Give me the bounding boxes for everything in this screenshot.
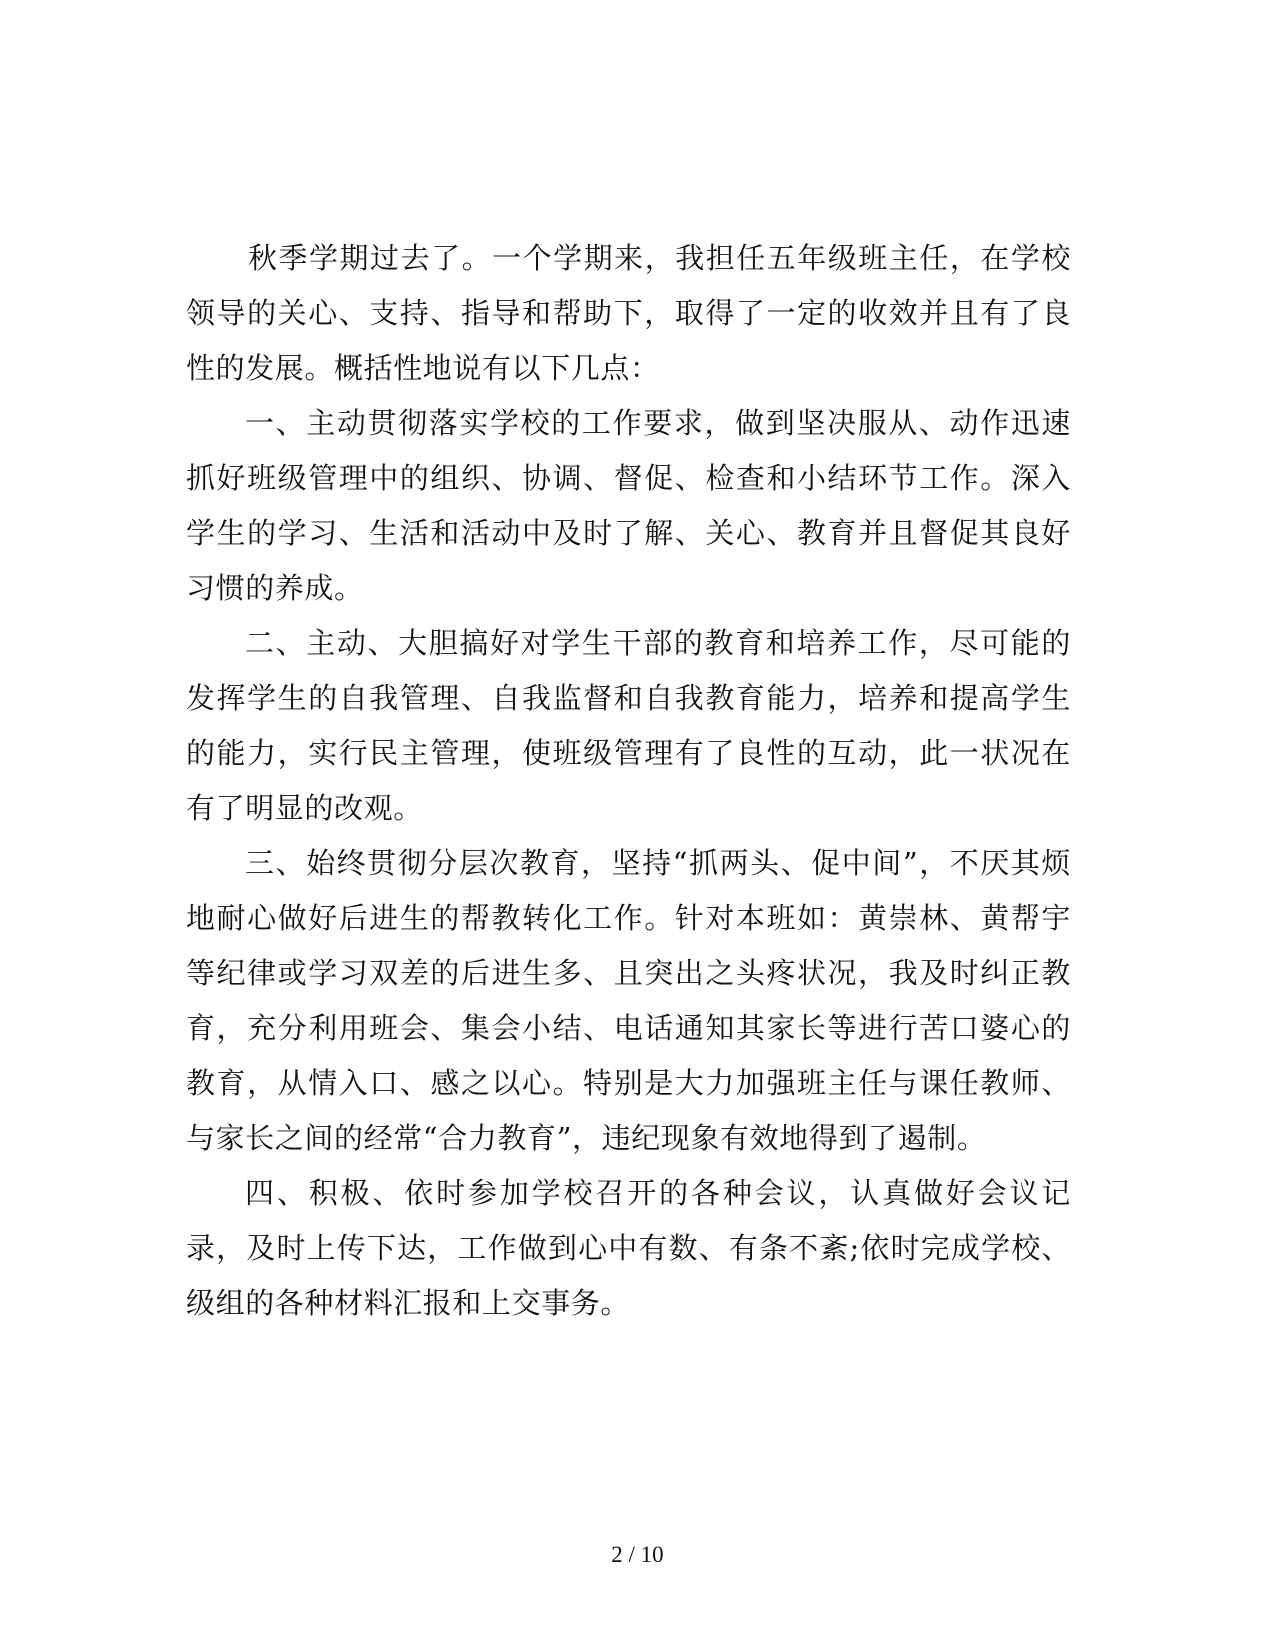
paragraph-intro: 秋季学期过去了。一个学期来，我担任五年级班主任，在学校领导的关心、支持、指导和帮助下，取得了一定的收效并且有了良性的发展。概括性地说有以下几点： [186, 241, 1071, 385]
page-number: 2 / 10 [611, 1542, 664, 1567]
document-body [186, 231, 1071, 1331]
paragraph-point-2: 二、主动、大胆搞好对学生干部的教育和培养工作，尽可能的发挥学生的自我管理、自我监督和自我教育能力，培养和提高学生的能力，实行民主管理，使班级管理有了良性的互动，此一状况在有了明显的改观。 [186, 626, 1071, 825]
paragraph-point-4: 四、积极、依时参加学校召开的各种会议，认真做好会议记录，及时上传下达，工作做到心中有数、有条不紊;依时完成学校、级组的各种材料汇报和上交事务。 [186, 1176, 1071, 1320]
paragraph-point-1: 一、主动贯彻落实学校的工作要求，做到坚决服从、动作迅速抓好班级管理中的组织、协调、督促、检查和小结环节工作。深入学生的学习、生活和活动中及时了解、关心、教育并且督促其良好习惯的养成。 [186, 406, 1071, 605]
paragraph-point-3: 三、始终贯彻分层次教育，坚持“抓两头、促中间”，不厌其烦地耐心做好后进生的帮教转化工作。针对本班如：黄崇林、黄帮宇等纪律或学习双差的后进生多、且突出之头疼状况，我及时纠正教育，充分利用班会、集会小结、电话通知其家长等进行苦口婆心的教育，从情入口、感之以心。特别是大力加强班主任与课任教师、与家长之间的经常“合力教育”，违纪现象有效地得到了遏制。 [186, 846, 1071, 1155]
